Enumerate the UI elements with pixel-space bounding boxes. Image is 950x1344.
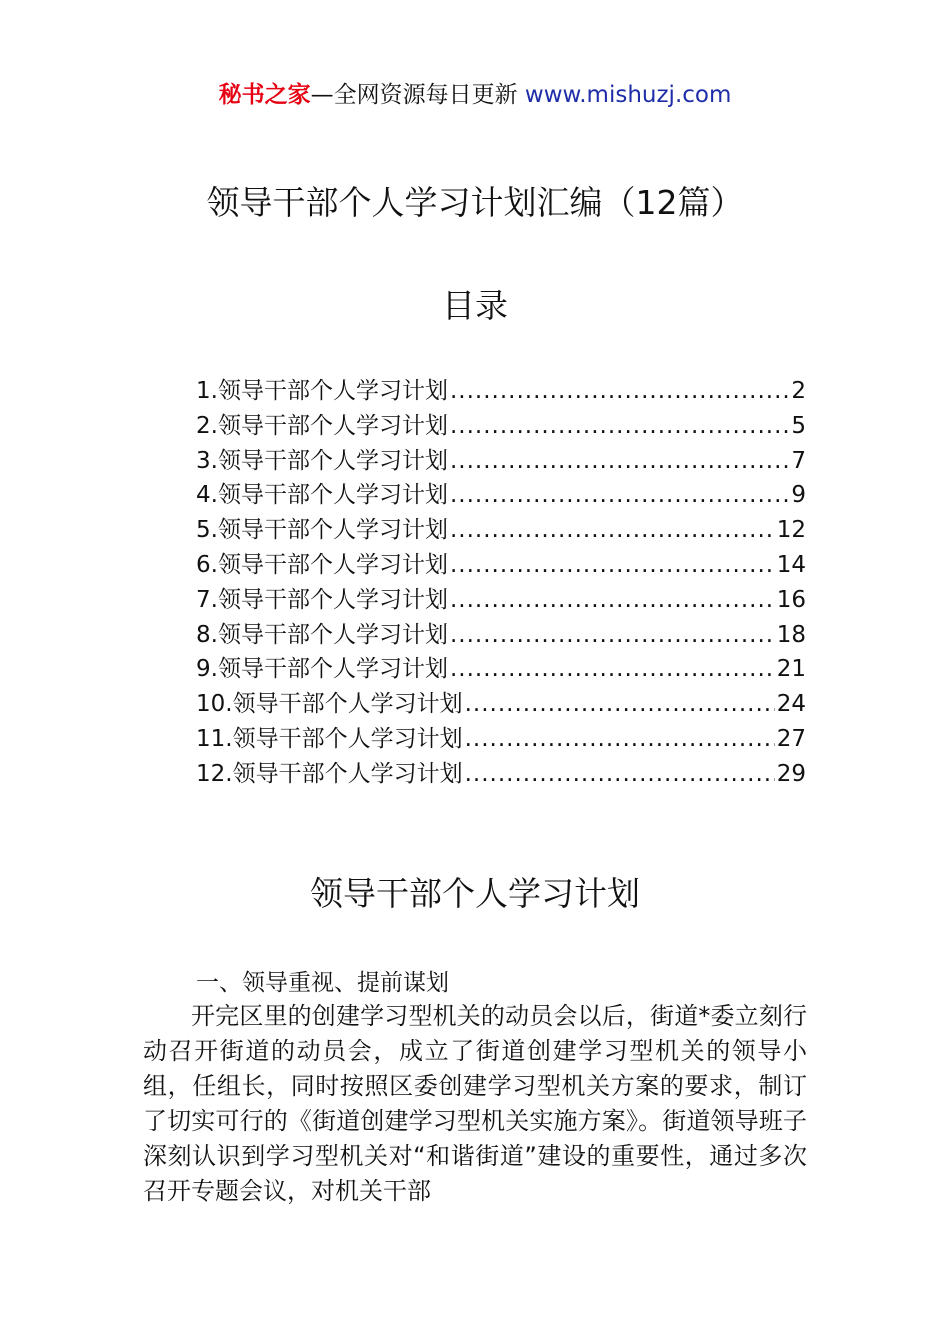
toc-entry-page: 7 bbox=[791, 447, 806, 474]
toc-dot-leader bbox=[450, 583, 775, 618]
toc-entry[interactable] bbox=[196, 583, 806, 618]
section-title: 领导干部个人学习计划 bbox=[310, 874, 640, 913]
toc-entry[interactable] bbox=[196, 478, 806, 513]
toc-entry-page: 27 bbox=[776, 725, 806, 752]
toc-dot-leader bbox=[450, 513, 775, 548]
toc-entry[interactable] bbox=[196, 722, 806, 757]
toc-entry[interactable] bbox=[196, 687, 806, 722]
toc-entry-label: 5.领导干部个人学习计划 bbox=[196, 517, 448, 544]
toc-dot-leader bbox=[465, 757, 775, 792]
toc-entry-page: 2 bbox=[791, 378, 806, 404]
toc-dot-leader bbox=[450, 444, 789, 479]
toc-entry-label: 6.领导干部个人学习计划 bbox=[196, 551, 448, 578]
toc-entry[interactable] bbox=[196, 444, 806, 479]
section-subheading: 一、领导重视、提前谋划 bbox=[196, 970, 449, 996]
toc-title: 目录 bbox=[442, 286, 508, 325]
toc-entry[interactable] bbox=[196, 618, 806, 653]
toc-dot-leader bbox=[450, 374, 789, 409]
header-tagline: —全网资源每日更新 bbox=[310, 82, 525, 108]
toc-entry-page: 16 bbox=[776, 586, 806, 613]
table-of-contents bbox=[196, 374, 806, 792]
toc-dot-leader bbox=[465, 722, 775, 757]
toc-entry-label: 11.领导干部个人学习计划 bbox=[196, 725, 463, 752]
toc-entry-page: 24 bbox=[776, 691, 806, 718]
toc-entry-page: 9 bbox=[791, 482, 806, 509]
toc-entry-page: 21 bbox=[776, 656, 806, 683]
toc-entry-page: 5 bbox=[791, 412, 806, 439]
toc-dot-leader bbox=[465, 687, 775, 722]
toc-entry-page: 14 bbox=[776, 551, 806, 578]
toc-entry-label: 12.领导干部个人学习计划 bbox=[196, 760, 463, 787]
toc-entry-label: 1.领导干部个人学习计划 bbox=[196, 378, 448, 404]
toc-entry[interactable] bbox=[196, 548, 806, 583]
toc-entry-label: 9.领导干部个人学习计划 bbox=[196, 656, 448, 683]
toc-entry-label: 4.领导干部个人学习计划 bbox=[196, 482, 448, 509]
toc-entry[interactable] bbox=[196, 757, 806, 792]
toc-entry[interactable] bbox=[196, 513, 806, 548]
toc-entry-label: 8.领导干部个人学习计划 bbox=[196, 621, 448, 648]
toc-entry-label: 2.领导干部个人学习计划 bbox=[196, 412, 448, 439]
toc-entry-page: 29 bbox=[776, 760, 806, 787]
site-url[interactable]: www.mishuzj.com bbox=[524, 82, 732, 108]
toc-entry-label: 10.领导干部个人学习计划 bbox=[196, 691, 463, 718]
body-paragraph: 开完区里的创建学习型机关的动员会以后，街道*委立刻行动召开街道的动员会，成立了街道创建学习型机关的领导小组，任组长，同时按照区委创建学习型机关方案的要求，制订了切实可行的《街道创建学习型机关实施方案》。街道领导班子深刻认识到学习型机关对“和谐街道”建设的重要性，通过多次召开专题会议，对机关干部 bbox=[143, 1002, 807, 1205]
site-header bbox=[0, 78, 950, 112]
toc-entry-label: 3.领导干部个人学习计划 bbox=[196, 447, 448, 474]
toc-dot-leader bbox=[450, 548, 775, 583]
brand-name: 秘书之家 bbox=[218, 82, 311, 108]
toc-entry-page: 12 bbox=[776, 517, 806, 544]
toc-dot-leader bbox=[450, 409, 789, 444]
toc-dot-leader bbox=[450, 618, 775, 653]
toc-entry[interactable] bbox=[196, 374, 806, 409]
toc-dot-leader bbox=[450, 652, 775, 687]
toc-entry[interactable] bbox=[196, 409, 806, 444]
document-title: 领导干部个人学习计划汇编（12篇） bbox=[206, 183, 744, 222]
toc-dot-leader bbox=[450, 478, 789, 513]
toc-entry[interactable] bbox=[196, 652, 806, 687]
toc-entry-page: 18 bbox=[776, 621, 806, 648]
toc-entry-label: 7.领导干部个人学习计划 bbox=[196, 586, 448, 613]
